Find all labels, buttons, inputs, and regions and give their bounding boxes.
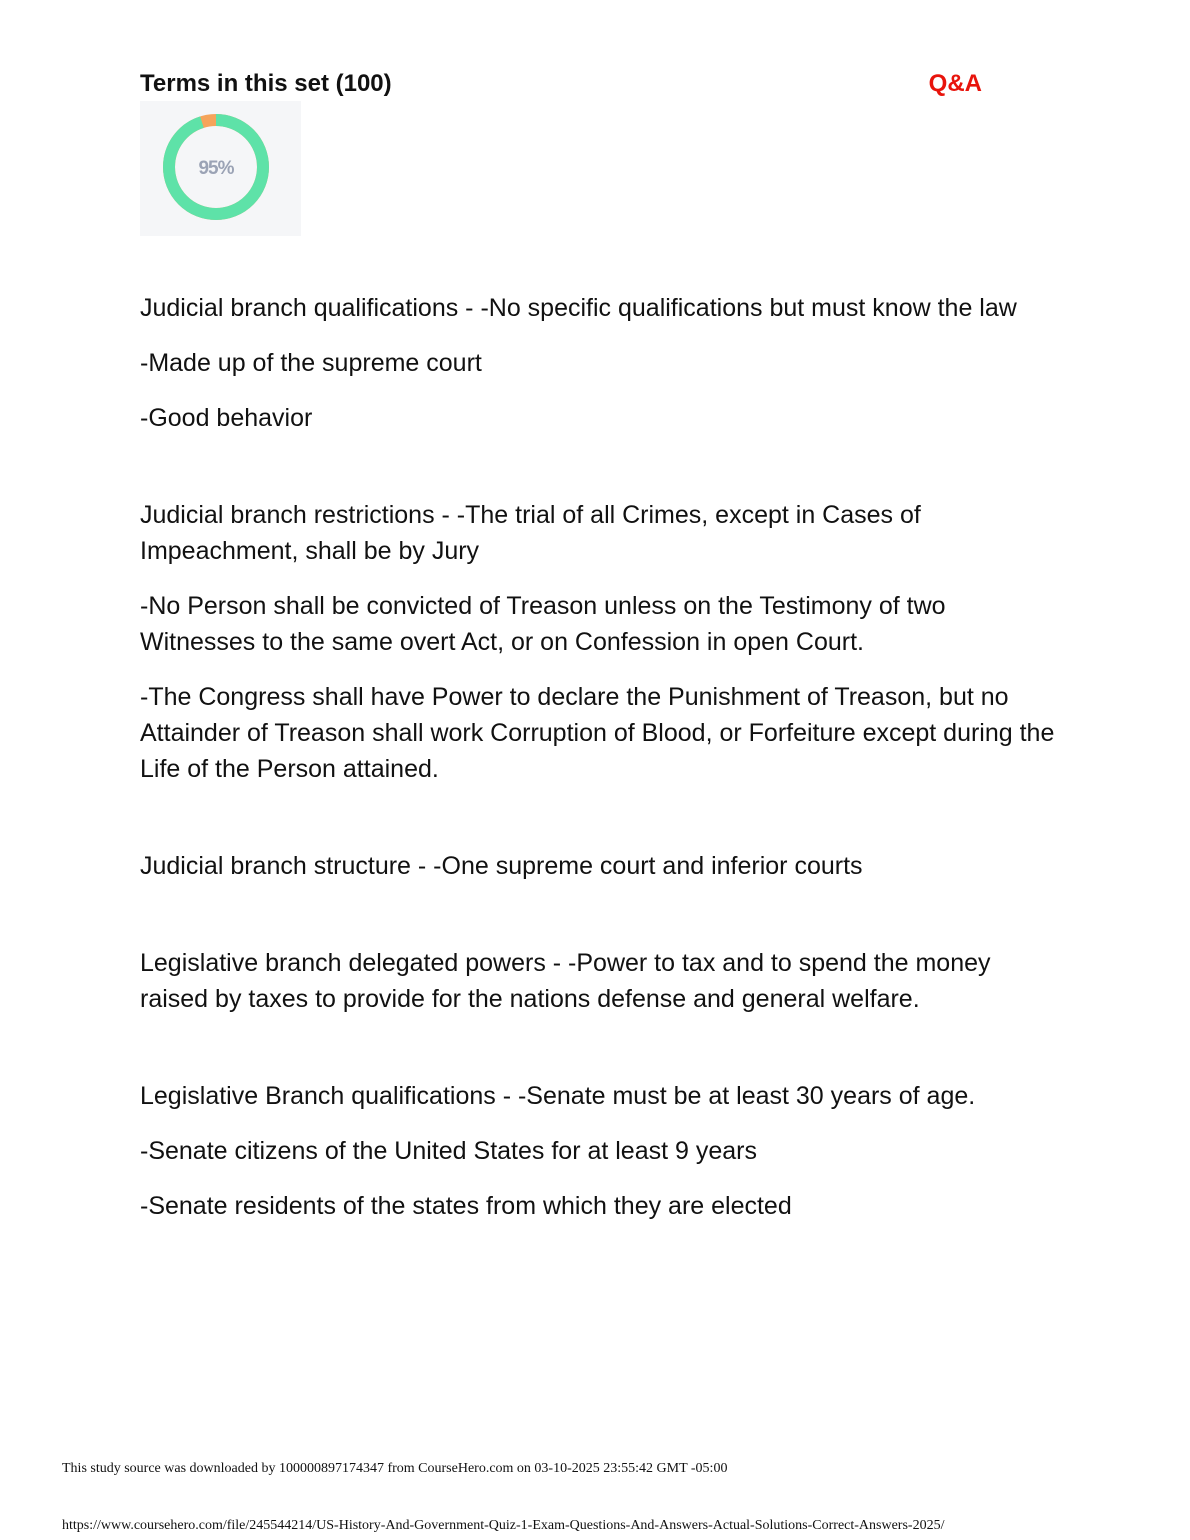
term-line: Legislative branch delegated powers - -Power to tax and to spend the money raised by taxes to provide for the nations defense and general welfare. xyxy=(140,949,991,1013)
progress-percent-label: 95% xyxy=(198,158,234,179)
download-note: This study source was downloaded by 100000897174347 from CourseHero.com on 03-10-2025 23:55:42 GMT -05:00 xyxy=(62,1461,728,1476)
term-line: -Senate citizens of the United States for at least 9 years xyxy=(140,1137,757,1165)
set-title: Terms in this set (100) xyxy=(140,70,392,97)
term-judicial-restrictions xyxy=(140,497,1060,787)
term-line: -Senate residents of the states from which they are elected xyxy=(140,1192,792,1220)
term-line: Judicial branch restrictions - -The trial of all Crimes, except in Cases of Impeachment, shall be by Jury xyxy=(140,501,921,565)
term-line: Judicial branch qualifications - -No specific qualifications but must know the law xyxy=(140,294,1017,322)
set-header xyxy=(140,70,982,98)
term-legislative-qualifications xyxy=(140,1078,1060,1224)
term-line: -The Congress shall have Power to declare the Punishment of Treason, but no Attainder of Treason shall work Corruption of Blood, or Forfeiture except during the Life of the Person attained. xyxy=(140,683,1055,783)
qa-label: Q&A xyxy=(928,70,982,97)
term-line: -Made up of the supreme court xyxy=(140,349,482,377)
term-judicial-structure xyxy=(140,848,1060,884)
term-line: Judicial branch structure - -One supreme court and inferior courts xyxy=(140,852,863,880)
term-line: -No Person shall be convicted of Treason unless on the Testimony of two Witnesses to the same overt Act, or on Confession in open Court. xyxy=(140,592,946,656)
term-line: Legislative Branch qualifications - -Senate must be at least 30 years of age. xyxy=(140,1082,976,1110)
term-legislative-delegated-powers xyxy=(140,945,1060,1017)
progress-ring xyxy=(140,101,301,236)
term-judicial-qualifications xyxy=(140,290,1060,436)
terms-list xyxy=(140,290,1060,1285)
progress-card xyxy=(140,101,301,236)
term-line: -Good behavior xyxy=(140,404,313,432)
source-url-link[interactable]: https://www.coursehero.com/file/245544214/US-History-And-Government-Quiz-1-Exam-Questions-And-Answers-Actual-Solutions-Correct-Answers-2025/ xyxy=(62,1518,945,1533)
